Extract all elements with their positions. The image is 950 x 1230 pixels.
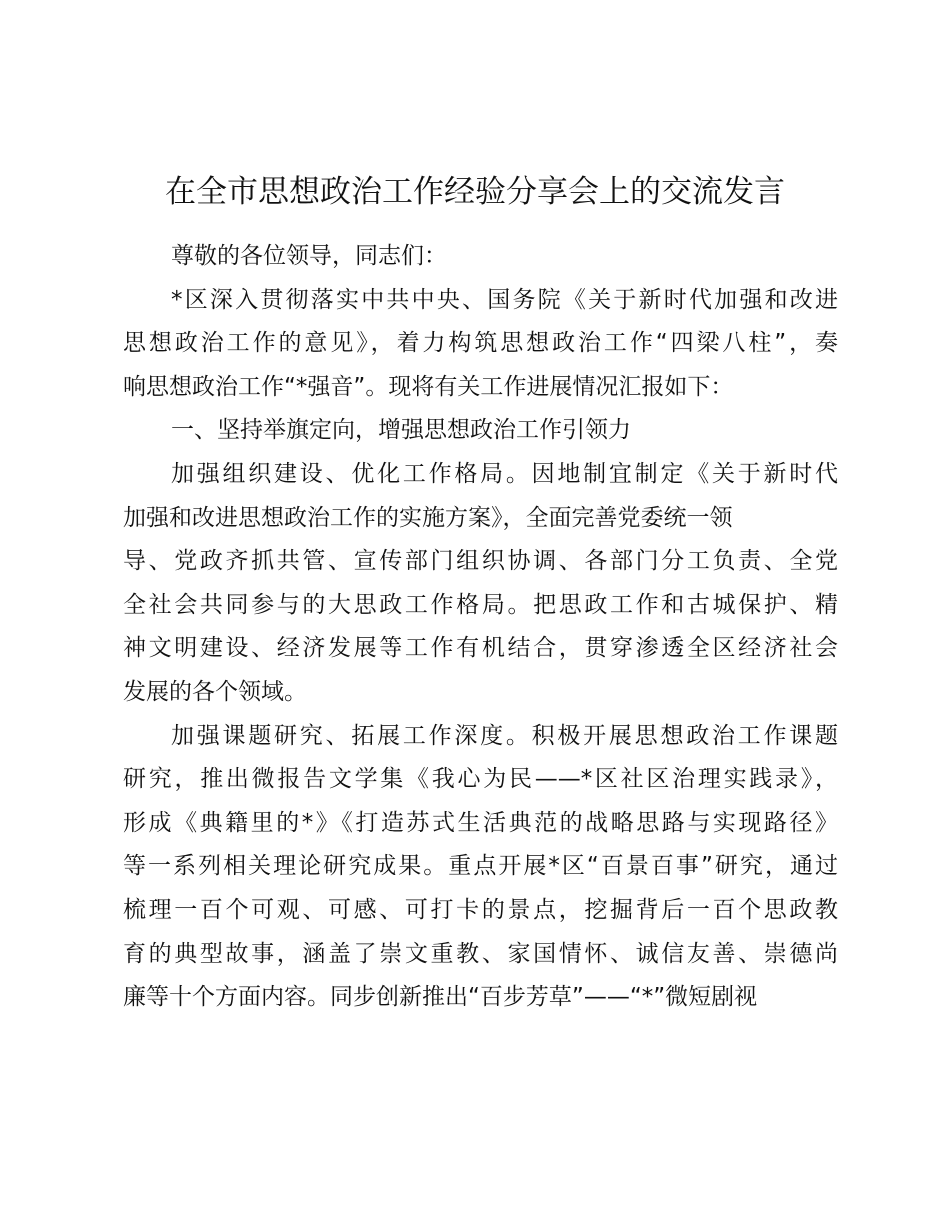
- body-line: 等一系列相关理论研究成果。重点开展*区“百景百事”研究，通过: [123, 853, 838, 880]
- body-line: 导、党政齐抓共管、宣传部门组织协调、各部门分工负责、全党: [123, 548, 838, 575]
- body-line: 加强和改进思想政治工作的实施方案》，全面完善党委统一领: [123, 504, 733, 531]
- body-line: 形成《典籍里的*》《打造苏式生活典范的战略思路与实现路径》: [123, 809, 838, 836]
- body-line: 廉等十个方面内容。同步创新推出“百步芳草”——“*”微短剧视: [123, 984, 758, 1011]
- body-line: *区深入贯彻落实中共中央、国务院《关于新时代加强和改进: [171, 286, 838, 313]
- body-line: 响思想政治工作“*强音”。现将有关工作进展情况汇报如下：: [123, 373, 734, 400]
- body-line: 加强组织建设、优化工作格局。因地制宜制定《关于新时代: [171, 460, 838, 487]
- body-line: 育的典型故事，涵盖了崇文重教、家国情怀、诚信友善、崇德尚: [123, 940, 838, 967]
- body-line: 神文明建设、经济发展等工作有机结合，贯穿渗透全区经济社会: [123, 635, 838, 662]
- body-line: 梳理一百个可观、可感、可打卡的景点，挖掘背后一百个思政教: [123, 896, 838, 923]
- body-line: 思想政治工作的意见》，着力构筑思想政治工作“四梁八柱”，奏: [123, 330, 838, 357]
- document-title: 在全市思想政治工作经验分享会上的交流发言: [165, 174, 785, 210]
- body-line: 全社会共同参与的大思政工作格局。把思政工作和古城保护、精: [123, 591, 838, 618]
- section-heading: 一、坚持举旗定向，增强思想政治工作引领力: [171, 417, 631, 444]
- document-body: [123, 235, 838, 1020]
- body-line: 研究，推出微报告文学集《我心为民——*区社区治理实践录》，: [123, 766, 838, 793]
- salutation-line: 尊敬的各位领导，同志们：: [171, 243, 447, 269]
- body-line: 发展的各个领域。: [123, 678, 307, 705]
- body-line: 加强课题研究、拓展工作深度。积极开展思想政治工作课题: [171, 722, 838, 749]
